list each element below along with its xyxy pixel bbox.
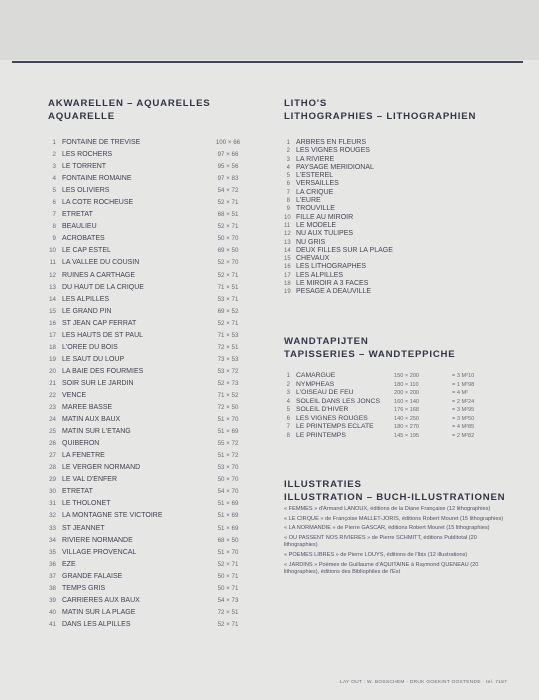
- item-title: LES ALPILLES: [62, 295, 110, 303]
- list-item: [284, 432, 494, 441]
- list-item: [284, 423, 494, 432]
- item-dimensions: 71 × 53: [217, 331, 239, 339]
- item-number: 19: [284, 289, 291, 296]
- item-title: LE MIROIR A 3 FACES: [296, 280, 369, 288]
- item-dimensions: 51 × 70: [217, 548, 239, 556]
- item-number: 8: [286, 432, 290, 439]
- item-number: 11: [284, 222, 291, 229]
- item-number: 34: [49, 536, 56, 544]
- wandtapijten-title-line1: WANDTAPIJTEN: [284, 336, 369, 347]
- item-title: L'ESTEREL: [296, 172, 334, 180]
- item-title: FILLE AU MIROIR: [296, 213, 354, 221]
- item-title: LA FENETRE: [62, 452, 105, 460]
- item-title: VILLAGE PROVENCAL: [62, 548, 137, 556]
- item-title: MAREE BASSE: [62, 404, 113, 412]
- item-dimensions: 51 × 69: [217, 512, 239, 520]
- item-number: 31: [49, 500, 56, 508]
- item-number: 41: [49, 620, 56, 628]
- item-title: LES VIGNES ROUGES: [296, 147, 370, 155]
- item-dimensions: 50 × 70: [217, 235, 239, 243]
- wandtapijten-list: [284, 372, 494, 440]
- item-dimensions: 100 × 66: [215, 139, 241, 146]
- item-number: 32: [49, 512, 56, 520]
- item-title: DEUX FILLES SUR LA PLAGE: [296, 246, 393, 254]
- item-title: LES VIGNES ROUGES: [296, 414, 368, 422]
- lithos-title: [284, 97, 476, 123]
- illustration-entry: « LA NORMANDIE » de Pierre GASCAR, éditions Robert Mouret (15 lithographies): [284, 525, 490, 532]
- item-dimensions: 52 × 73: [217, 379, 239, 387]
- item-number: 16: [284, 264, 291, 271]
- item-title: CHEVAUX: [296, 255, 330, 263]
- item-number: 6: [52, 199, 56, 207]
- item-dimensions: 145 × 195: [394, 432, 420, 439]
- item-dimensions: 72 × 51: [217, 343, 239, 351]
- item-dimensions: 51 × 69: [217, 524, 239, 532]
- item-dimensions: 73 × 53: [217, 355, 239, 363]
- item-title: LE SAUT DU LOUP: [62, 355, 125, 363]
- item-title: QUIBERON: [62, 440, 100, 448]
- illustration-entry: « FEMMES » d'Armand LANOUX, éditions de la Diane Française (12 lithographies): [284, 506, 491, 512]
- item-title: LES ALPILLES: [296, 271, 344, 279]
- item-title: RIVIERE NORMANDE: [62, 536, 133, 544]
- akwarellen-title: [48, 97, 211, 123]
- item-surface: = 4 M²: [452, 390, 469, 396]
- item-number: 30: [49, 488, 56, 496]
- item-number: 3: [286, 156, 290, 163]
- item-dimensions: 72 × 50: [217, 404, 239, 412]
- item-surface: = 1 M²98: [452, 381, 475, 388]
- item-title: MATIN AUX BAUX: [62, 416, 121, 424]
- item-number: 15: [284, 256, 291, 263]
- list-item: [284, 381, 494, 390]
- item-title: BEAULIEU: [62, 223, 97, 231]
- item-title: VENCE: [62, 391, 87, 399]
- item-number: 15: [49, 307, 56, 315]
- item-dimensions: 176 × 168: [394, 407, 420, 413]
- item-title: LES ROCHERS: [62, 151, 113, 159]
- item-title: CAMARGUE: [296, 372, 336, 379]
- item-title: ETRETAT: [62, 488, 93, 496]
- item-number: 29: [49, 476, 56, 484]
- item-number: 36: [49, 560, 56, 568]
- item-number: 19: [49, 355, 56, 363]
- item-number: 28: [49, 464, 56, 472]
- item-title: LE TORRENT: [62, 163, 107, 171]
- item-title: ACROBATES: [62, 235, 105, 243]
- item-title: LE PRINTEMPS ECLATE: [296, 423, 374, 430]
- item-number: 2: [52, 151, 56, 159]
- item-surface: = 4 M²85: [452, 424, 475, 430]
- item-title: LE THOLONET: [62, 500, 111, 508]
- item-number: 1: [52, 139, 56, 146]
- item-title: LES HAUTS DE ST PAUL: [62, 331, 144, 339]
- item-dimensions: 54 × 70: [217, 488, 239, 496]
- list-item: [284, 389, 494, 398]
- item-title: RUINES A CARTHAGE: [62, 271, 136, 279]
- illustration-entry: « LE CIRQUE » de Françoise MALLET-JORIS, éditions Robert Mouret (15 lithographies): [284, 515, 504, 522]
- item-number: 4: [286, 398, 290, 405]
- item-title: DU HAUT DE LA CRIQUE: [62, 283, 144, 291]
- item-title: EZE: [62, 560, 76, 568]
- item-number: 1: [286, 373, 290, 379]
- illustraties-title-line1: ILLUSTRATIES: [284, 479, 362, 490]
- item-title: CARRIERES AUX BAUX: [62, 596, 140, 604]
- item-dimensions: 52 × 70: [217, 259, 239, 267]
- item-number: 39: [49, 596, 56, 604]
- item-number: 22: [49, 391, 56, 399]
- item-number: 5: [52, 187, 56, 195]
- item-title: MATIN SUR L'ETANG: [62, 428, 131, 436]
- item-title: PESAGE A DEAUVILLE: [296, 288, 372, 296]
- item-title: NU AUX TULIPES: [296, 230, 354, 238]
- item-title: LA VALLEE DU COUSIN: [62, 259, 140, 267]
- item-title: SOLEIL D'HIVER: [296, 406, 349, 413]
- item-surface: = 3 M²10: [452, 373, 475, 379]
- item-number: 1: [286, 140, 290, 146]
- item-number: 21: [49, 379, 56, 387]
- list-item: [284, 372, 494, 381]
- item-dimensions: 52 × 71: [217, 199, 239, 207]
- item-number: 12: [49, 271, 56, 279]
- item-dimensions: 53 × 70: [217, 464, 239, 472]
- item-title: VERSAILLES: [296, 180, 339, 188]
- item-dimensions: 180 × 110: [394, 381, 419, 388]
- item-title: LA BAIE DES FOURMIES: [62, 367, 144, 375]
- item-title: L'EURE: [296, 197, 321, 205]
- item-title: L'OISEAU DE FEU: [296, 389, 354, 396]
- illustraties-title: [284, 478, 505, 504]
- item-dimensions: 71 × 52: [217, 391, 239, 399]
- item-title: FONTAINE DE TREVISE: [62, 139, 141, 146]
- item-title: DANS LES ALPILLES: [62, 620, 131, 628]
- item-dimensions: 95 × 56: [217, 163, 239, 171]
- item-title: SOLEIL DANS LES JONCS: [296, 397, 380, 405]
- item-dimensions: 72 × 51: [217, 608, 239, 616]
- item-number: 3: [286, 390, 290, 396]
- illustraties-list: [284, 506, 506, 579]
- item-number: 3: [52, 163, 56, 171]
- item-surface: = 2 M²24: [452, 398, 475, 405]
- item-title: ST JEAN CAP FERRAT: [62, 319, 137, 327]
- item-dimensions: 68 × 50: [217, 536, 239, 544]
- item-number: 13: [284, 239, 291, 246]
- item-number: 2: [286, 148, 290, 155]
- item-number: 12: [284, 231, 291, 238]
- item-number: 4: [52, 175, 56, 183]
- item-title: LA COTE ROCHEUSE: [62, 199, 134, 207]
- item-dimensions: 97 × 83: [217, 175, 239, 183]
- item-title: ARBRES EN FLEURS: [296, 139, 367, 146]
- item-dimensions: 68 × 51: [217, 211, 239, 219]
- item-dimensions: 54 × 73: [217, 596, 239, 604]
- item-title: TEMPS GRIS: [62, 584, 106, 592]
- item-dimensions: 140 × 250: [394, 415, 420, 422]
- item-number: 7: [286, 189, 290, 196]
- header-rule: [12, 61, 523, 63]
- item-dimensions: 180 × 270: [394, 424, 420, 430]
- item-title: ETRETAT: [62, 211, 93, 219]
- item-dimensions: 50 × 71: [217, 584, 239, 592]
- item-dimensions: 150 × 200: [394, 373, 420, 379]
- item-number: 14: [284, 247, 291, 254]
- item-number: 35: [49, 548, 56, 556]
- item-number: 10: [49, 247, 56, 255]
- item-number: 7: [52, 211, 56, 219]
- item-number: 6: [286, 181, 290, 188]
- item-number: 16: [49, 319, 56, 327]
- item-title: NU GRIS: [296, 238, 326, 246]
- item-title: LES OLIVIERS: [62, 187, 110, 195]
- item-number: 6: [286, 415, 290, 422]
- item-dimensions: 53 × 71: [217, 295, 239, 303]
- item-title: ST JEANNET: [62, 524, 105, 532]
- item-number: 24: [49, 416, 56, 424]
- item-title: LA RIVIERE: [296, 155, 335, 163]
- item-dimensions: 54 × 72: [217, 187, 239, 195]
- illustraties-title-line2: ILLUSTRATION – BUCH-ILLUSTRATIONEN: [284, 492, 506, 503]
- item-number: 5: [286, 173, 290, 180]
- item-number: 20: [49, 367, 56, 375]
- item-number: 5: [286, 407, 290, 413]
- item-dimensions: 52 × 71: [217, 271, 239, 279]
- item-title: TROUVILLE: [296, 205, 335, 213]
- item-number: 7: [286, 424, 290, 430]
- item-title: LE VERGER NORMAND: [62, 464, 141, 472]
- item-number: 8: [286, 198, 290, 205]
- item-number: 18: [49, 343, 56, 351]
- item-number: 33: [49, 524, 56, 532]
- illustration-entry: « POEMES LIBRES » de Pierre LOUYS, éditions de l'Ibis (12 illustrations): [284, 552, 468, 559]
- item-number: 14: [49, 295, 56, 303]
- wandtapijten-title: [284, 335, 455, 361]
- item-title: LA CRIQUE: [296, 188, 334, 196]
- item-number: 26: [49, 440, 56, 448]
- footer-credits: LAY OUT : W. BOSSCHEM · DRUK GOEKINT OOSTENDE · tel. 7187: [340, 680, 508, 685]
- item-dimensions: 55 × 72: [217, 440, 239, 448]
- item-number: 13: [49, 283, 56, 291]
- item-dimensions: 51 × 70: [217, 416, 239, 424]
- item-number: 18: [284, 281, 291, 288]
- item-dimensions: 71 × 51: [217, 283, 239, 291]
- item-title: FONTAINE ROMAINE: [62, 175, 132, 183]
- item-number: 11: [49, 259, 56, 267]
- akwarellen-title-line2: AQUARELLE: [48, 111, 115, 122]
- item-number: 23: [49, 404, 56, 412]
- item-dimensions: 50 × 70: [217, 476, 239, 484]
- illustration-entry: « OU PASSENT NOS RIVIERES » de Pierre SCHMITT, éditions Publitotal (20 lithographies): [284, 535, 477, 549]
- item-title: L'OREE DU BOIS: [62, 343, 118, 351]
- item-dimensions: 50 × 71: [217, 572, 239, 580]
- item-title: PAYSAGE MERIDIONAL: [296, 163, 374, 171]
- list-item: [284, 398, 494, 407]
- item-title: LE VAL D'ENFER: [62, 476, 118, 484]
- lithos-title-line1: LITHO'S: [284, 98, 328, 109]
- item-dimensions: 52 × 71: [217, 620, 239, 628]
- item-dimensions: 53 × 72: [217, 367, 239, 375]
- item-dimensions: 200 × 200: [394, 390, 420, 396]
- item-title: LE CAP ESTEL: [62, 247, 111, 255]
- top-band: [0, 0, 539, 60]
- item-surface: = 2 M²82: [452, 432, 475, 439]
- item-number: 40: [49, 608, 56, 616]
- item-dimensions: 51 × 69: [217, 500, 239, 508]
- item-number: 25: [49, 428, 56, 436]
- item-dimensions: 97 × 66: [217, 151, 239, 159]
- item-title: LE MODELE: [296, 221, 337, 229]
- item-title: NYMPHEAS: [296, 380, 335, 388]
- item-dimensions: 52 × 71: [217, 223, 239, 231]
- item-number: 4: [286, 164, 290, 171]
- item-number: 17: [49, 331, 56, 339]
- item-title: LES LITHOGRAPHES: [296, 263, 367, 271]
- item-dimensions: 69 × 50: [217, 247, 239, 255]
- item-title: GRANDE FALAISE: [62, 572, 123, 580]
- wandtapijten-title-line2: TAPISSERIES – WANDTEPPICHE: [284, 349, 456, 360]
- item-number: 17: [284, 272, 291, 279]
- item-dimensions: 52 × 71: [217, 319, 239, 327]
- lithos-title-line2: LITHOGRAPHIES – LITHOGRAPHIEN: [284, 111, 477, 122]
- item-number: 37: [49, 572, 56, 580]
- item-dimensions: 51 × 69: [217, 428, 239, 436]
- item-surface: = 3 M²50: [452, 415, 475, 422]
- item-number: 2: [286, 381, 290, 388]
- list-item: [284, 415, 494, 424]
- item-title: SOIR SUR LE JARDIN: [62, 379, 134, 387]
- item-title: LA MONTAGNE STE VICTOIRE: [62, 512, 163, 520]
- item-number: 9: [286, 206, 290, 213]
- item-number: 10: [284, 214, 291, 221]
- item-dimensions: 160 × 140: [394, 398, 420, 405]
- item-dimensions: 52 × 71: [217, 560, 239, 568]
- item-number: 38: [49, 584, 56, 592]
- akwarellen-title-line1: AKWARELLEN – AQUARELLES: [48, 98, 211, 109]
- item-title: MATIN SUR LA PLAGE: [62, 608, 136, 616]
- item-dimensions: 69 × 52: [217, 307, 239, 315]
- item-dimensions: 51 × 72: [217, 452, 239, 460]
- item-number: 8: [52, 223, 56, 231]
- item-number: 27: [49, 452, 56, 460]
- item-title: LE GRAND PIN: [62, 307, 112, 315]
- item-surface: = 3 M²95: [452, 407, 475, 413]
- item-number: 9: [52, 235, 56, 243]
- item-title: LE PRINTEMPS: [296, 431, 346, 439]
- illustration-entry: « JARDINS » Poèmes de Guillaume d'AQUITAINE à Raymond QUENEAU (20 lithographies), éditions des Bibliophiles de l'Est: [284, 561, 479, 575]
- list-item: [284, 406, 494, 415]
